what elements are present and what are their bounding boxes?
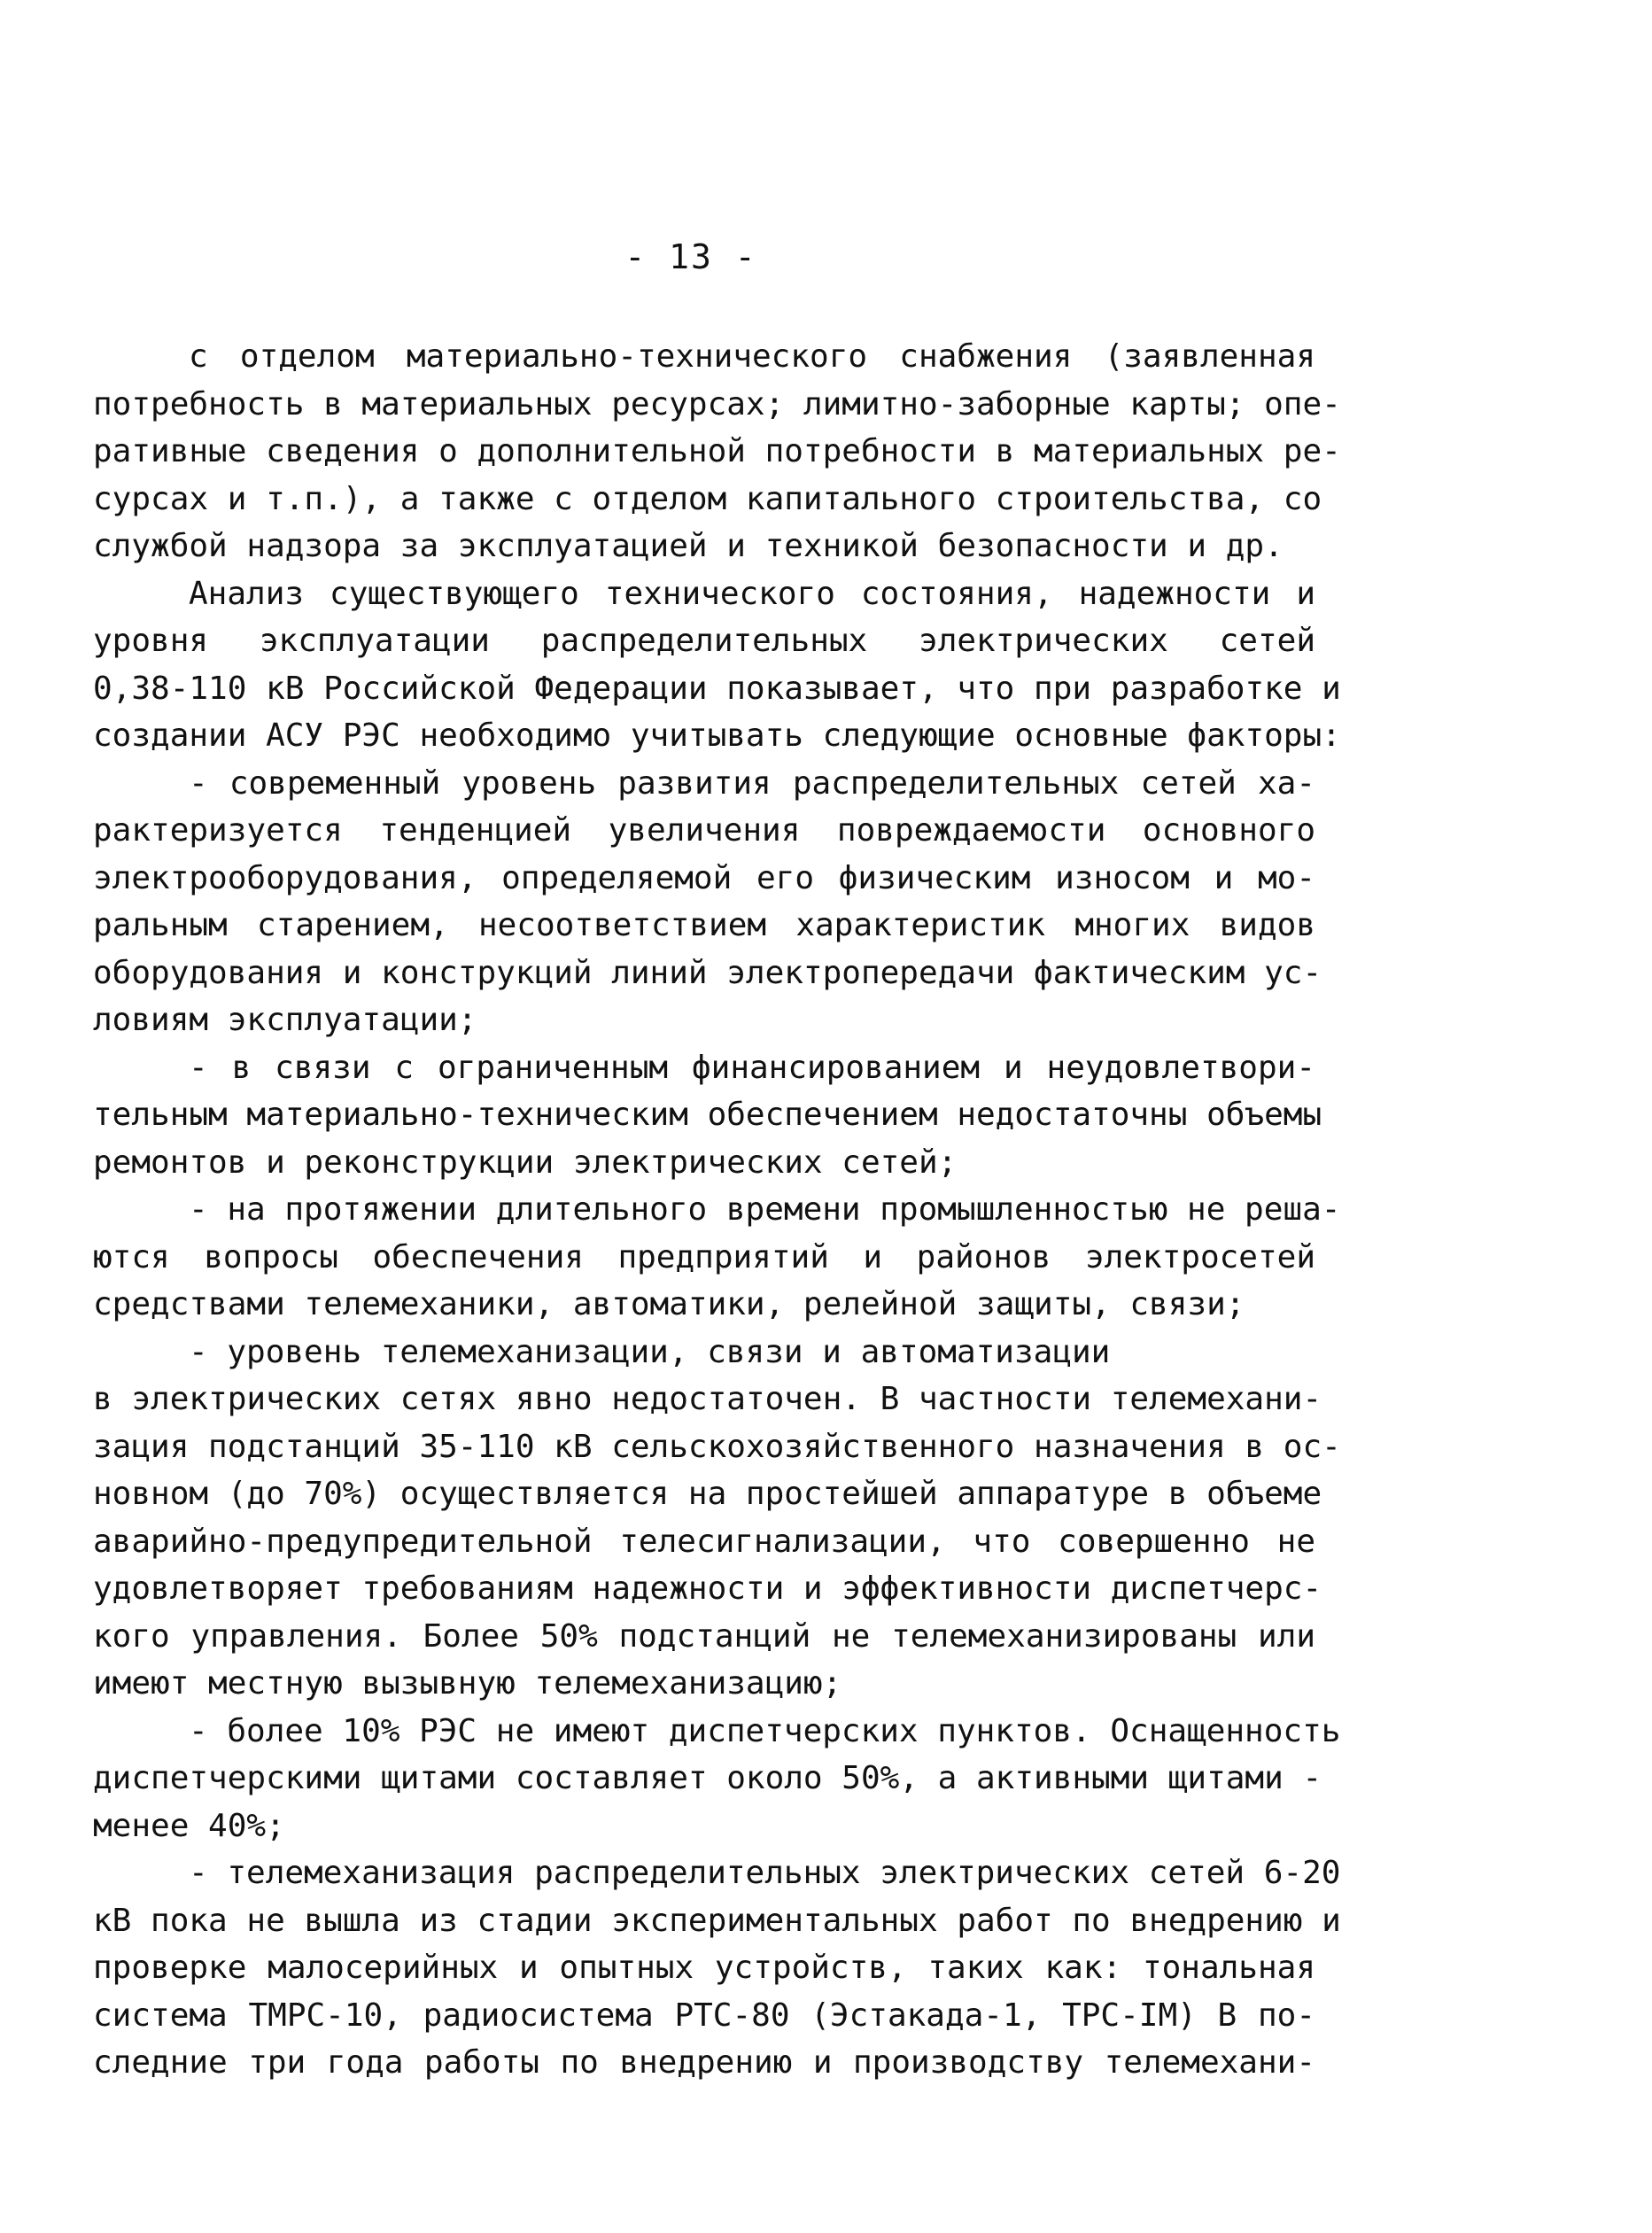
text-line: - телемеханизация распределительных электрических сетей 6-20 bbox=[189, 1855, 1341, 1891]
text-line: зация подстанций 35-110 кВ сельскохозяйственного назначения в ос- bbox=[93, 1428, 1341, 1465]
text-line: аварийно-предупредительной телесигнализации, что совершенно не bbox=[93, 1523, 1315, 1560]
body-text bbox=[93, 333, 1341, 2087]
text-line: проверке малосерийных и опытных устройств, таких как: тональная bbox=[93, 1950, 1315, 1986]
text-line: менее 40%; bbox=[93, 1807, 285, 1844]
text-line: ративные сведения о дополнительной потребности в материальных ре- bbox=[93, 433, 1341, 469]
text-line: имеют местную вызывную телемеханизацию; bbox=[93, 1665, 842, 1702]
text-line: Анализ существующего технического состояния, надежности и bbox=[189, 575, 1315, 612]
text-line: диспетчерскими щитами составляет около 50%, а активными щитами - bbox=[93, 1760, 1322, 1796]
text-line: службой надзора за эксплуатацией и техникой безопасности и др. bbox=[93, 528, 1284, 564]
text-line: новном (до 70%) осуществляется на простейшей аппаратуре в объеме bbox=[93, 1476, 1322, 1512]
text-line: создании АСУ РЭС необходимо учитывать следующие основные факторы: bbox=[93, 717, 1341, 754]
text-line: потребность в материальных ресурсах; лимитно-заборные карты; опе- bbox=[93, 385, 1341, 423]
text-line: ются вопросы обеспечения предприятий и районов электросетей bbox=[93, 1238, 1315, 1275]
text-line: система ТМРС-10, радиосистема РТС-80 (Эстакада-1, ТРС-IM) В по- bbox=[93, 1997, 1315, 2034]
text-line: оборудования и конструкций линий электропередачи фактическим ус- bbox=[93, 954, 1322, 991]
text-line: ремонтов и реконструкции электрических сетей; bbox=[93, 1144, 958, 1181]
text-line: в электрических сетях явно недостаточен. В частности телемехани- bbox=[93, 1381, 1322, 1417]
text-line: следние три года работы по внедрению и производству телемехани- bbox=[93, 2044, 1315, 2081]
text-line: - современный уровень развития распределительных сетей ха- bbox=[189, 764, 1315, 802]
text-line: удовлетворяет требованиям надежности и эффективности диспетчерс- bbox=[93, 1570, 1322, 1607]
page-number: - 13 - bbox=[624, 237, 757, 276]
text-line: сурсах и т.п.), а также с отделом капитального строительства, со bbox=[93, 480, 1322, 517]
text-line: - в связи с ограниченным финансированием и неудовлетвори- bbox=[189, 1049, 1315, 1086]
text-line: - на протяжении длительного времени промышленностью не реша- bbox=[189, 1191, 1341, 1228]
text-line: кВ пока не вышла из стадии экспериментальных работ по внедрению и bbox=[93, 1902, 1341, 1939]
text-line: с отделом материально-технического снабжения (заявленная bbox=[189, 338, 1315, 375]
text-line: кого управления. Более 50% подстанций не телемеханизированы или bbox=[93, 1617, 1315, 1655]
text-line: ловиям эксплуатации; bbox=[93, 1002, 477, 1038]
text-line: - более 10% РЭС не имеют диспетчерских пунктов. Оснащенность bbox=[189, 1712, 1341, 1749]
text-line: электрооборудования, определяемой его физическим износом и мо- bbox=[93, 859, 1315, 896]
text-line: ральным старением, несоответствием характеристик многих видов bbox=[93, 907, 1315, 943]
text-line: рактеризуется тенденцией увеличения повреждаемости основного bbox=[93, 812, 1315, 849]
text-line: средствами телемеханики, автоматики, релейной защиты, связи; bbox=[93, 1286, 1245, 1322]
text-line: 0,38-110 кВ Российской Федерации показывает, что при разработке и bbox=[93, 670, 1341, 707]
text-line: уровня эксплуатации распределительных электрических сетей bbox=[93, 623, 1315, 659]
text-line: тельным материально-техническим обеспечением недостаточны объемы bbox=[93, 1097, 1322, 1133]
text-line: - уровень телемеханизации, связи и автоматизации bbox=[189, 1333, 1111, 1370]
